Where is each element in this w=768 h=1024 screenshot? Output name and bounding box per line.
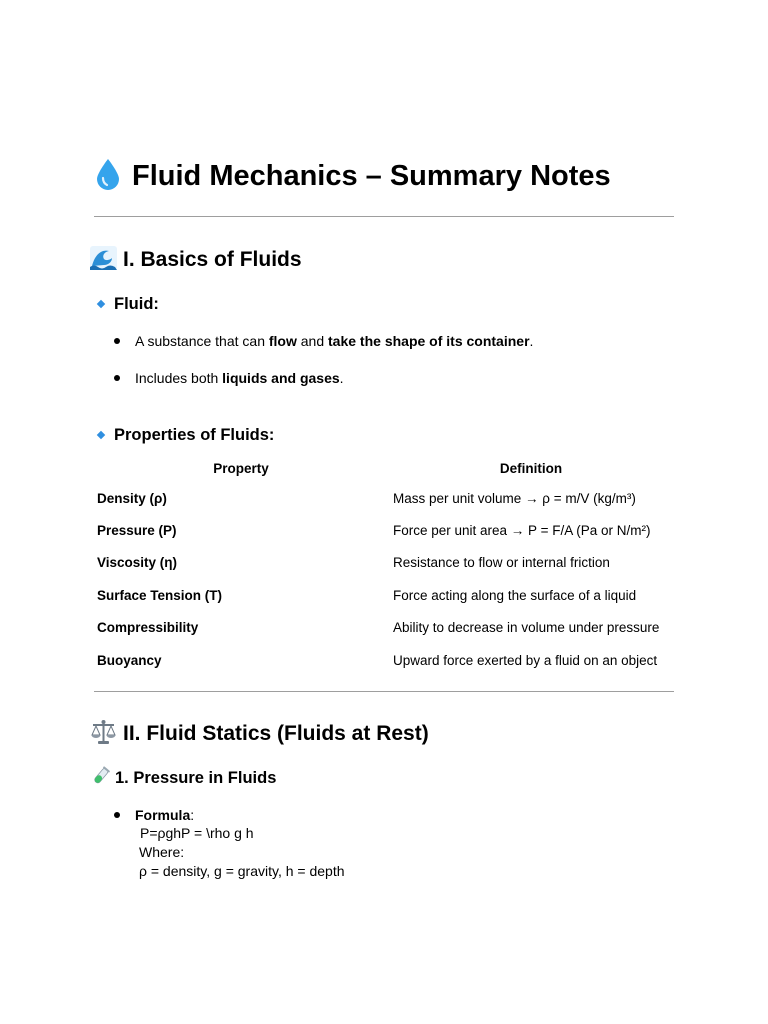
bullet-dot-icon — [114, 338, 120, 344]
bullet-text: Includes both liquids and gases. — [135, 370, 344, 386]
property-cell: Pressure (P) — [97, 523, 177, 539]
wave-icon — [90, 246, 117, 275]
property-cell: Viscosity (η) — [97, 555, 178, 571]
formula-line: P=ρghP = \rho g h — [140, 825, 254, 841]
title-row — [94, 156, 611, 196]
divider — [94, 216, 674, 217]
subheading-fluid — [94, 293, 159, 315]
bullet-dot-icon — [114, 375, 120, 381]
section-heading-basics — [90, 245, 302, 275]
property-cell: Compressibility — [97, 620, 199, 636]
table-header-row — [94, 454, 674, 482]
list-item — [114, 806, 194, 824]
properties-table — [94, 454, 674, 676]
table-row — [94, 612, 674, 644]
subheading-properties — [94, 424, 274, 446]
page-title: Fluid Mechanics – Summary Notes — [132, 159, 611, 192]
table-row — [94, 579, 674, 611]
list-item — [114, 369, 344, 387]
definition-cell: Upward force exerted by a fluid on an object — [393, 652, 658, 668]
table-row — [94, 547, 674, 579]
section-title: I. Basics of Fluids — [123, 248, 302, 271]
diamond-bullet-icon — [97, 300, 105, 308]
definition-cell: Force per unit area → P = F/A (Pa or N/m²) — [393, 523, 651, 539]
test-tube-icon — [91, 766, 111, 791]
diamond-bullet-icon — [97, 431, 105, 439]
subheading-label: Fluid: — [114, 294, 159, 313]
bullet-dot-icon — [114, 812, 120, 818]
balance-scale-icon — [90, 719, 117, 750]
property-cell: Buoyancy — [97, 652, 162, 668]
table-row — [94, 644, 674, 676]
subheading-label: 1. Pressure in Fluids — [115, 768, 277, 787]
definition-cell: Ability to decrease in volume under pressure — [393, 620, 660, 636]
subheading-label: Properties of Fluids: — [114, 425, 275, 444]
section-title: II. Fluid Statics (Fluids at Rest) — [123, 722, 429, 745]
variables-line: ρ = density, g = gravity, h = depth — [139, 863, 345, 879]
column-header: Definition — [499, 460, 563, 476]
where-label: Where: — [139, 844, 185, 860]
formula-details — [139, 824, 345, 881]
section-heading-statics — [90, 719, 429, 749]
bullet-text: A substance that can flow and take the shape of its container. — [135, 333, 534, 349]
definition-cell: Force acting along the surface of a liquid — [393, 587, 637, 603]
definition-cell: Resistance to flow or internal friction — [393, 555, 610, 571]
property-cell: Density (ρ) — [97, 490, 167, 506]
divider — [94, 691, 674, 692]
water-drop-icon — [94, 157, 122, 196]
table-row — [94, 482, 674, 514]
list-item — [114, 332, 533, 350]
column-header: Property — [213, 460, 269, 476]
bullet-text: Formula: — [135, 807, 195, 823]
definition-cell: Mass per unit volume → ρ = m/V (kg/m³) — [393, 490, 636, 506]
subheading-pressure — [91, 767, 276, 789]
table-row — [94, 514, 674, 546]
property-cell: Surface Tension (T) — [97, 587, 223, 603]
